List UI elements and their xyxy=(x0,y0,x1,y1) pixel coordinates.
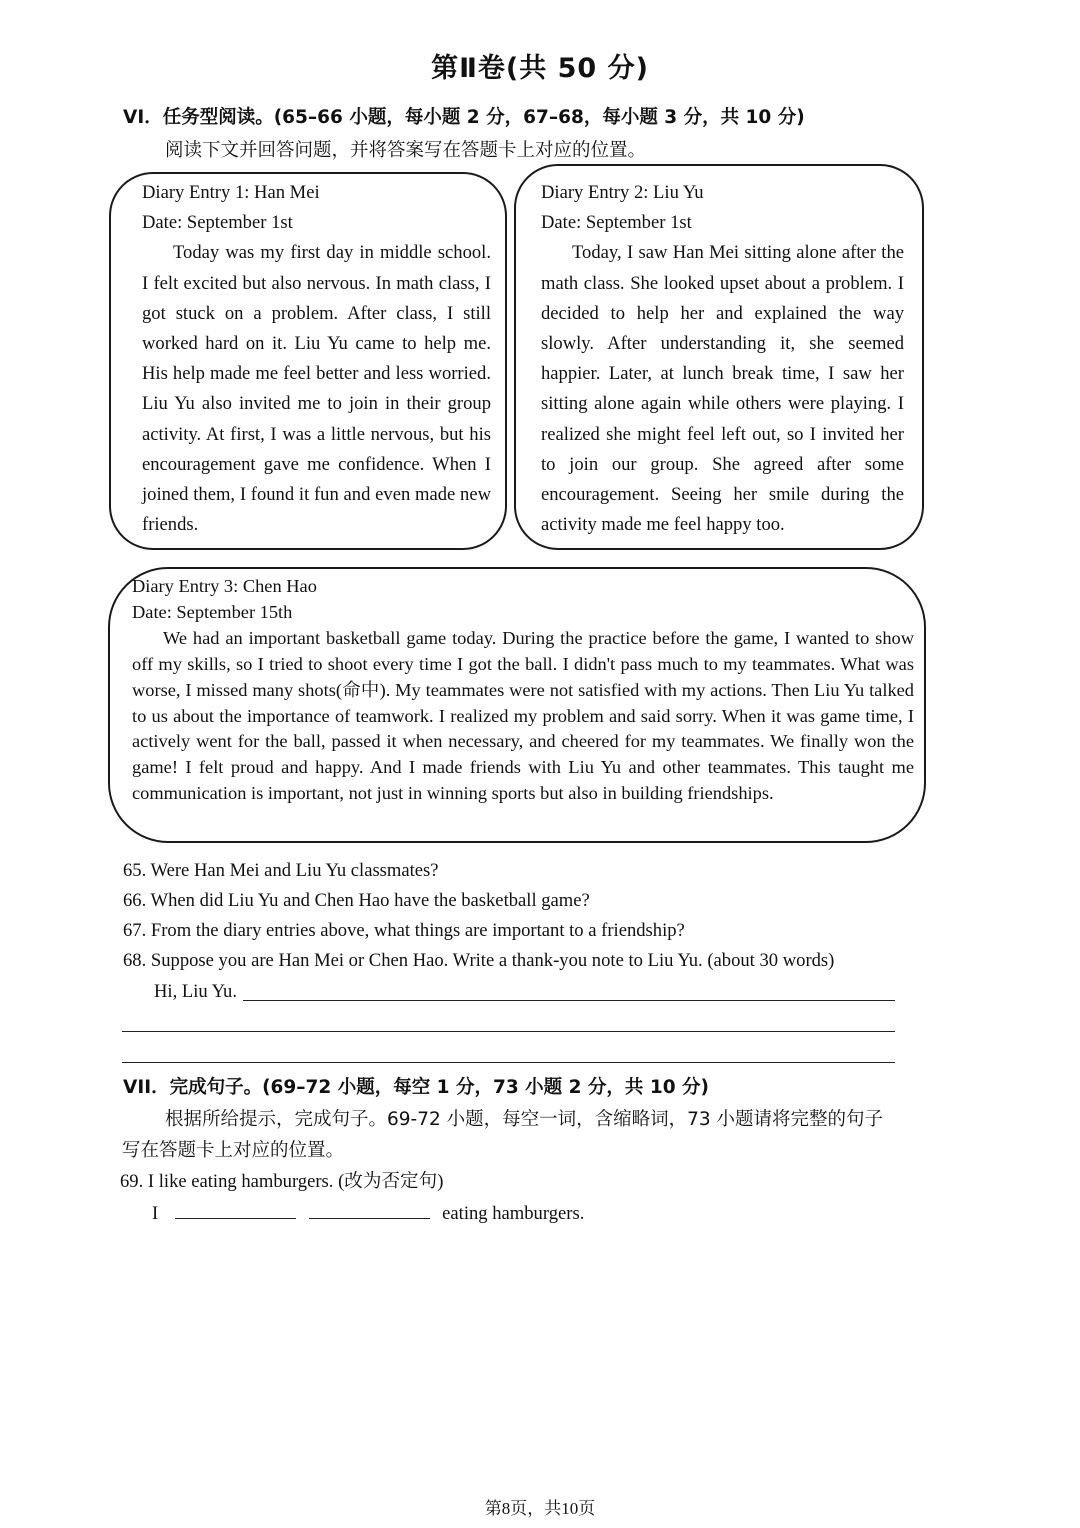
question-69-end: eating hamburgers. xyxy=(442,1203,585,1224)
section-7-instruction-1: 根据所给提示，完成句子。69-72 小题，每空一词，含缩略词，73 小题请将完整的句子 xyxy=(165,1109,884,1130)
section-7-heading: VII．完成句子。(69–72 小题，每空 1 分，73 小题 2 分，共 10 分) xyxy=(123,1077,709,1098)
section-6-heading: VI．任务型阅读。(65–66 小题，每小题 2 分，67–68，每小题 3 分，共 10 分) xyxy=(123,107,805,128)
question-69-blank-2[interactable] xyxy=(309,1200,430,1219)
diary-entry-3-date: Date: September 15th xyxy=(132,601,293,622)
diary-entry-3 xyxy=(132,574,914,807)
diary-entry-2-body: Today, I saw Han Mei sitting alone after the math class. She looked upset about a problem. I decided to help her and explained the way slowly. After understanding it, she seemed happier. Later, at lunch break time, I saw her sitting alone again while others were playing. I realized she might feel left out, so I invited her to join our group. She agreed after some encouragement. Seeing her smile during the activity made me feel happy too. xyxy=(541,242,904,536)
diary-entry-1 xyxy=(142,178,491,540)
question-65: 65. Were Han Mei and Liu Yu classmates? xyxy=(123,860,439,881)
answer-line-1[interactable] xyxy=(243,1000,895,1001)
diary-entry-2-title: Diary Entry 2: Liu Yu xyxy=(541,182,704,203)
question-69-blank-1[interactable] xyxy=(175,1200,296,1219)
diary-entry-1-date: Date: September 1st xyxy=(142,212,293,234)
diary-entry-1-title: Diary Entry 1: Han Mei xyxy=(142,182,320,203)
diary-entry-1-body: Today was my first day in middle school. I felt excited but also nervous. In math class, I got stuck on a problem. After class, I still worked hard on it. Liu Yu came to help me. His help made me feel better and less worried. Liu Yu also invited me to join in their group activity. At first, I was a little nervous, but his encouragement gave me confidence. When I joined them, I found it fun and even made new friends. xyxy=(142,242,491,536)
section-6-instruction: 阅读下文并回答问题，并将答案写在答题卡上对应的位置。 xyxy=(165,140,647,161)
answer-line-2[interactable] xyxy=(122,1031,895,1032)
question-69-answer-row xyxy=(152,1200,584,1225)
section-7-instruction-2: 写在答题卡上对应的位置。 xyxy=(122,1140,345,1161)
diary-entry-2 xyxy=(541,178,904,540)
question-69: 69. I like eating hamburgers. (改为否定句) xyxy=(120,1171,444,1192)
question-66: 66. When did Liu Yu and Chen Hao have the basketball game? xyxy=(123,890,590,911)
diary-entry-2-date: Date: September 1st xyxy=(541,212,692,234)
question-68: 68. Suppose you are Han Mei or Chen Hao. Write a thank-you note to Liu Yu. (about 30 words) xyxy=(123,950,835,971)
diary-entry-3-title: Diary Entry 3: Chen Hao xyxy=(132,576,317,596)
question-69-start: I xyxy=(152,1203,159,1224)
question-67: 67. From the diary entries above, what things are important to a friendship? xyxy=(123,920,685,941)
page-title: 第Ⅱ卷(共 50 分) xyxy=(431,53,649,84)
diary-entry-3-body: We had an important basketball game today. During the practice before the game, I wanted to show off my skills, so I tried to shoot every time I got the ball. I didn't pass much to my teammates. What was worse, I missed many shots(命中). My teammates were not satisfied with my actions. Then Liu Yu talked to us about the importance of teamwork. I realized my problem and said sorry. When it was game time, I actively went for the ball, passed it when necessary, and cheered for my teammates. We finally won the game! I felt proud and happy. And I made friends with Liu Yu and other teammates. This taught me communication is important, not just in winning sports but also in building friendships. xyxy=(132,627,914,804)
page-number-footer: 第8页，共10页 xyxy=(484,1499,596,1518)
note-greeting: Hi, Liu Yu. xyxy=(154,981,237,1002)
answer-line-3[interactable] xyxy=(122,1062,895,1063)
